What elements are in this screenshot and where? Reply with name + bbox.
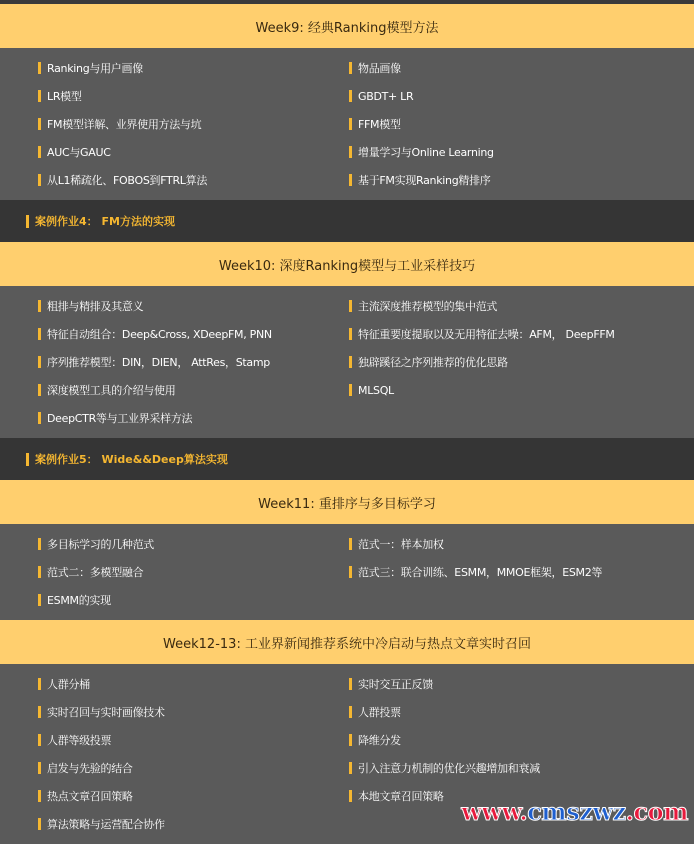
bullet-marker	[38, 146, 41, 158]
week9-items	[0, 48, 694, 200]
case-assignment-5	[0, 438, 694, 480]
list-item: 实时召回与实时画像技术	[38, 698, 349, 726]
bullet-marker	[38, 678, 41, 690]
list-item: 人群投票	[349, 698, 694, 726]
week9-title: Week9: 经典Ranking模型方法	[255, 20, 439, 36]
bullet-marker	[349, 762, 352, 774]
list-item: FM模型详解、业界使用方法与坑	[38, 110, 349, 138]
list-item: 独辟蹊径之序列推荐的优化思路	[349, 348, 694, 376]
watermark-part-3: .com	[625, 797, 688, 826]
week12-header	[0, 620, 694, 664]
bullet-marker	[349, 90, 352, 102]
bullet-marker	[349, 118, 352, 130]
week9-header	[0, 4, 694, 48]
bullet-marker	[38, 174, 41, 186]
list-item: 主流深度推荐模型的集中范式	[349, 292, 694, 320]
bullet-marker	[38, 300, 41, 312]
bullet-marker	[349, 678, 352, 690]
list-item: 范式三：联合训练、ESMM，MMOE框架，ESM2等	[349, 558, 694, 586]
week10-items	[0, 286, 694, 438]
bullet-marker	[38, 412, 41, 424]
list-item: 实时交互正反馈	[349, 670, 694, 698]
list-item: 范式二：多模型融合	[38, 558, 349, 586]
list-item: 基于FM实现Ranking精排序	[349, 166, 694, 194]
bullet-marker	[38, 566, 41, 578]
list-item: 多目标学习的几种范式	[38, 530, 349, 558]
list-item: Ranking与用户画像	[38, 54, 349, 82]
bullet-marker	[38, 762, 41, 774]
bullet-marker	[349, 790, 352, 802]
list-item: 特征自动组合：Deep&Cross, XDeepFM, PNN	[38, 320, 349, 348]
list-item: 启发与先验的结合	[38, 754, 349, 782]
bullet-marker	[38, 356, 41, 368]
list-item: 范式一：样本加权	[349, 530, 694, 558]
week12-title: Week12-13: 工业界新闻推荐系统中冷启动与热点文章实时召回	[163, 636, 531, 652]
week11-items	[0, 524, 694, 620]
list-item: 热点文章召回策略	[38, 782, 349, 810]
bullet-marker	[38, 90, 41, 102]
list-item: LR模型	[38, 82, 349, 110]
bullet-marker	[349, 356, 352, 368]
bullet-marker	[38, 384, 41, 396]
list-item: 降维分发	[349, 726, 694, 754]
watermark	[461, 797, 688, 826]
bullet-marker	[349, 328, 352, 340]
bullet-marker	[349, 538, 352, 550]
list-item: 引入注意力机制的优化兴趣增加和衰减	[349, 754, 694, 782]
list-item: 人群等级投票	[38, 726, 349, 754]
list-item: MLSQL	[349, 376, 694, 404]
bullet-marker	[38, 790, 41, 802]
bullet-marker	[38, 594, 41, 606]
list-item: 粗排与精排及其意义	[38, 292, 349, 320]
bullet-marker	[26, 453, 29, 466]
bullet-marker	[349, 174, 352, 186]
case-4-label: 案例作业4： FM方法的实现	[35, 215, 175, 228]
case-assignment-4	[0, 200, 694, 242]
list-item: 人群分桶	[38, 670, 349, 698]
bullet-marker	[38, 328, 41, 340]
bullet-marker	[38, 818, 41, 830]
list-item: FFM模型	[349, 110, 694, 138]
watermark-part-1: www.	[461, 797, 528, 826]
bullet-marker	[349, 384, 352, 396]
bullet-marker	[349, 62, 352, 74]
list-item: 序列推荐模型：DIN，DIEN， AttRes，Stamp	[38, 348, 349, 376]
bullet-marker	[349, 706, 352, 718]
bullet-marker	[26, 215, 29, 228]
list-item: 特征重要度提取以及无用特征去噪：AFM， DeepFFM	[349, 320, 694, 348]
week11-title: Week11: 重排序与多目标学习	[258, 496, 436, 512]
bullet-marker	[38, 706, 41, 718]
list-item: ESMM的实现	[38, 586, 349, 614]
list-item: AUC与GAUC	[38, 138, 349, 166]
bullet-marker	[38, 538, 41, 550]
week10-header	[0, 242, 694, 286]
bullet-marker	[38, 118, 41, 130]
bullet-marker	[349, 300, 352, 312]
case-5-label: 案例作业5： Wide&&Deep算法实现	[35, 453, 228, 466]
list-item: 算法策略与运营配合协作	[38, 810, 349, 838]
bullet-marker	[349, 734, 352, 746]
watermark-part-2: cmszwz	[527, 797, 626, 826]
list-item: DeepCTR等与工业界采样方法	[38, 404, 349, 432]
list-item: GBDT+ LR	[349, 82, 694, 110]
list-item: 深度模型工具的介绍与使用	[38, 376, 349, 404]
list-item: 本地文章召回策略	[349, 782, 694, 810]
bullet-marker	[349, 146, 352, 158]
list-item: 物品画像	[349, 54, 694, 82]
bullet-marker	[349, 566, 352, 578]
list-item: 增量学习与Online Learning	[349, 138, 694, 166]
bullet-marker	[38, 734, 41, 746]
bullet-marker	[38, 62, 41, 74]
list-item: 从L1稀疏化、FOBOS到FTRL算法	[38, 166, 349, 194]
week10-title: Week10: 深度Ranking模型与工业采样技巧	[218, 258, 476, 274]
week11-header	[0, 480, 694, 524]
